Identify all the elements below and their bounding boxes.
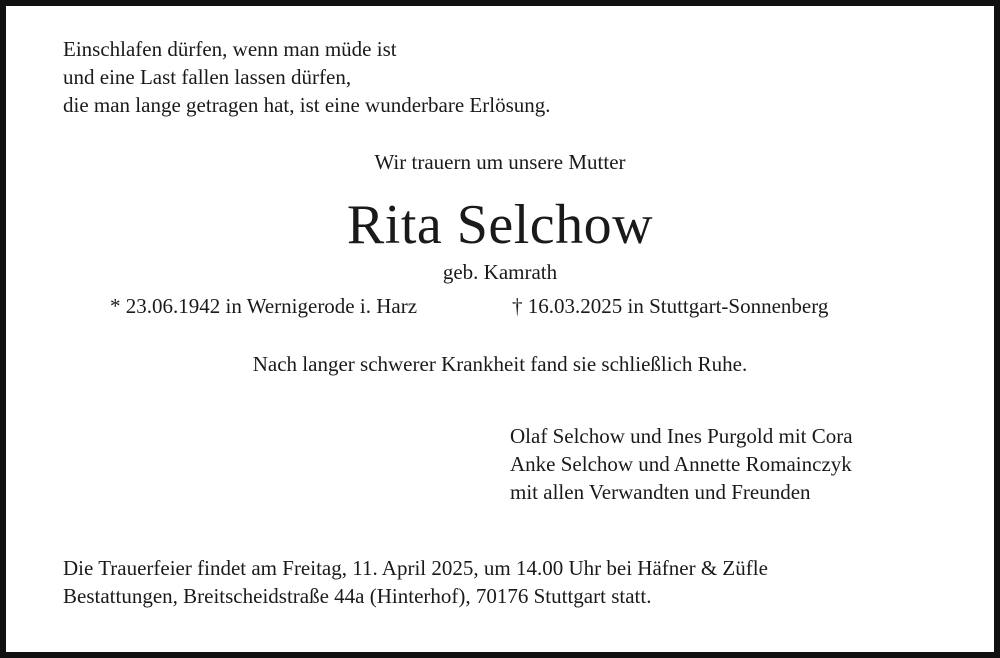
poem-line: und eine Last fallen lassen dürfen, (63, 65, 352, 89)
maiden-name: geb. Kamrath (442, 260, 558, 284)
family-line: mit allen Verwandten und Freunden (510, 480, 811, 504)
poem-line: die man lange getragen hat, ist eine wunderbare Erlösung. (63, 93, 551, 117)
family-line: Olaf Selchow und Ines Purgold mit Cora (510, 424, 853, 448)
family-line: Anke Selchow und Annette Romainczyk (510, 452, 852, 476)
statement-text: Nach langer schwerer Krankheit fand sie schließlich Ruhe. (252, 352, 748, 376)
ceremony-line: Die Trauerfeier findet am Freitag, 11. April 2025, um 14.00 Uhr bei Häfner & Züfle (63, 556, 768, 580)
intro-text: Wir trauern um unsere Mutter (374, 150, 626, 174)
deceased-name: Rita Selchow (346, 194, 654, 256)
poem-line: Einschlafen dürfen, wenn man müde ist (63, 37, 397, 61)
death-date: † 16.03.2025 in Stuttgart-Sonnenberg (512, 294, 829, 318)
ceremony-line: Bestattungen, Breitscheidstraße 44a (Hinterhof), 70176 Stuttgart statt. (63, 584, 652, 608)
birth-date: * 23.06.1942 in Wernigerode i. Harz (110, 294, 418, 318)
